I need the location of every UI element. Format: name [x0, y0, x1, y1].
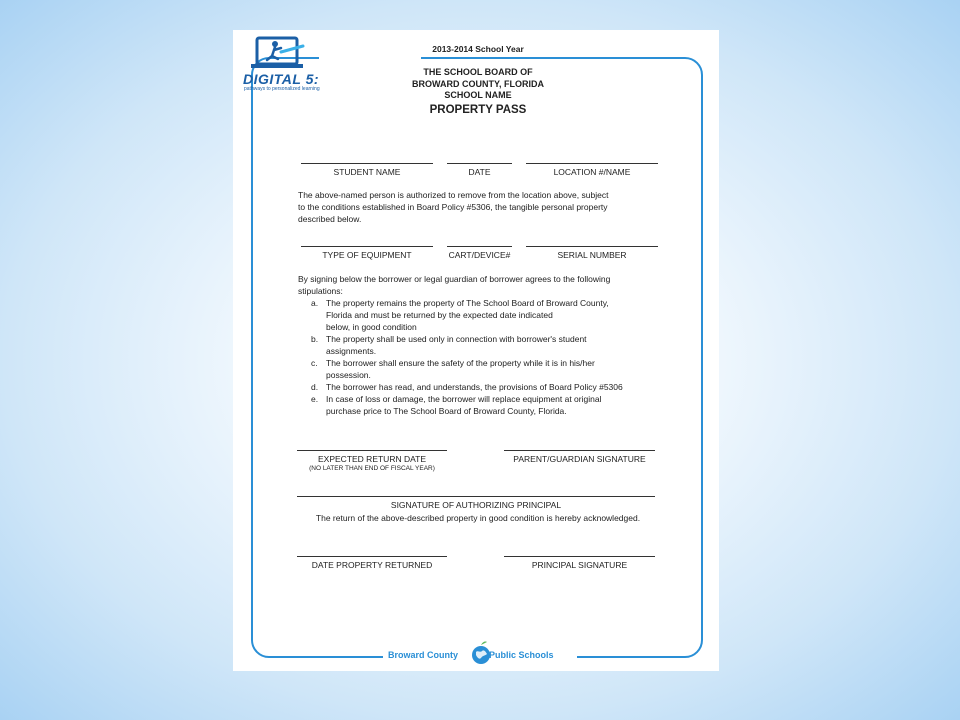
footer-right-text: Public Schools — [489, 650, 554, 660]
date-label: DATE — [468, 167, 491, 177]
list-item: a. The property remains the property of The School Board of Broward County, Florida and must be returned by the expected date indicated below, in good condition — [311, 298, 609, 332]
list-item: b. The property shall be used only in connection with borrower's student assignments. — [311, 334, 587, 356]
authorizing-principal-line — [297, 496, 655, 497]
principal-signature-label: PRINCIPAL SIGNATURE — [531, 560, 628, 570]
school-board-heading: THE SCHOOL BOARD OF BROWARD COUNTY, FLORIDA SCHOOL NAME — [412, 67, 544, 100]
expected-return-label: EXPECTED RETURN DATE — [318, 454, 426, 464]
list-item: c. The borrower shall ensure the safety of the property while it is in his/her possession. — [311, 358, 595, 380]
page-title: PROPERTY PASS — [429, 104, 527, 116]
date-returned-label: DATE PROPERTY RETURNED — [311, 560, 433, 570]
location-label: LOCATION #/NAME — [553, 167, 631, 177]
expected-return-note: (NO LATER THAN END OF FISCAL YEAR) — [309, 465, 435, 472]
footer-left-text: Broward County — [388, 650, 459, 660]
expected-return-line — [297, 450, 447, 451]
property-pass-document — [233, 30, 719, 671]
stipulations-intro: By signing below the borrower or legal guardian of borrower agrees to the following stipulations: — [298, 274, 611, 296]
cart-device-line — [447, 246, 512, 247]
location-line — [526, 163, 658, 164]
authorizing-principal-label: SIGNATURE OF AUTHORIZING PRINCIPAL — [390, 500, 562, 510]
school-year: 2013-2014 School Year — [432, 44, 524, 54]
logo-tagline: pathways to personalized learning — [244, 86, 320, 92]
equipment-type-line — [301, 246, 433, 247]
parent-signature-label: PARENT/GUARDIAN SIGNATURE — [513, 454, 646, 464]
serial-number-line — [526, 246, 658, 247]
acknowledgement-text: The return of the above-described property in good condition is hereby acknowledged. — [315, 513, 641, 523]
authorization-paragraph: The above-named person is authorized to remove from the location above, subject to the conditions established in Board Policy #5306, the tangible personal property described below. — [298, 190, 609, 224]
serial-number-label: SERIAL NUMBER — [557, 250, 627, 260]
stipulation-list — [308, 297, 648, 417]
student-name-line — [301, 163, 433, 164]
list-item: e. In case of loss or damage, the borrower will replace equipment at original purchase price to The School Board of Broward County, Florida. — [311, 394, 602, 416]
list-item: d. The borrower has read, and understands, the provisions of Board Policy #5306 — [311, 382, 623, 392]
student-name-label: STUDENT NAME — [333, 167, 401, 177]
logo-name: DIGITAL 5: — [243, 71, 320, 87]
equipment-type-label: TYPE OF EQUIPMENT — [322, 250, 412, 260]
date-returned-line — [297, 556, 447, 557]
date-line — [447, 163, 512, 164]
cart-device-label: CART/DEVICE# — [448, 250, 511, 260]
parent-signature-line — [504, 450, 655, 451]
principal-signature-line — [504, 556, 655, 557]
